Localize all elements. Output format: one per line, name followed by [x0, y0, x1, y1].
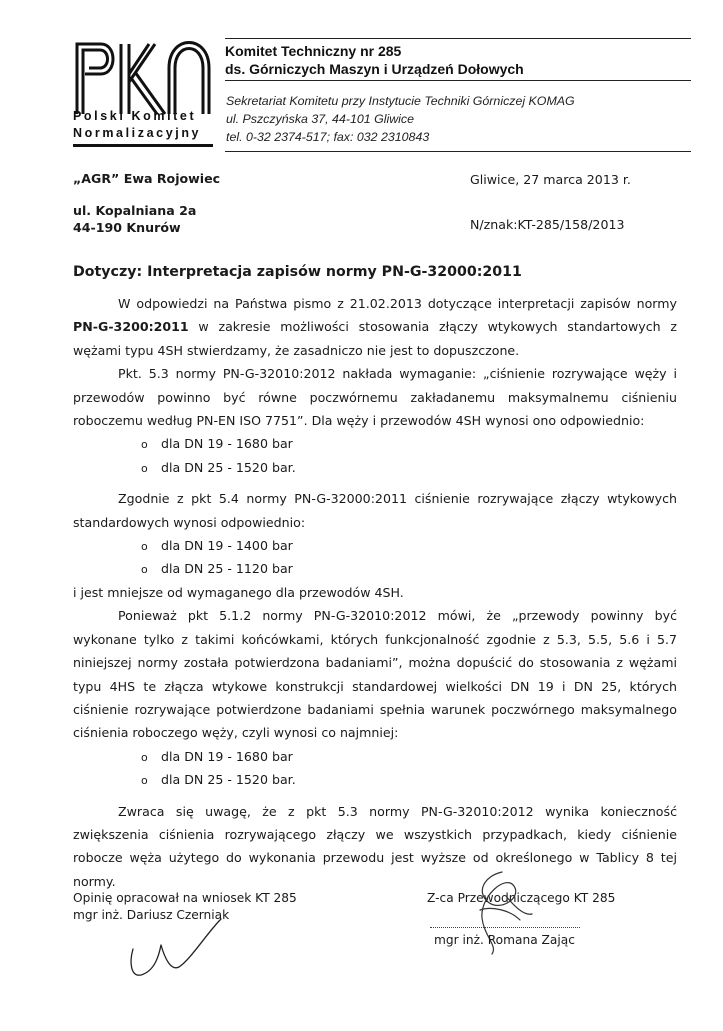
committee-line-1: Komitet Techniczny nr 285	[225, 43, 402, 59]
secretariat-block	[226, 92, 575, 146]
signature-block-right-title: Z-ca Przewodniczącego KT 285	[427, 891, 616, 905]
logo-underline	[73, 144, 213, 147]
header-bottom-rule	[225, 151, 691, 152]
bullet-list-2	[73, 534, 677, 581]
list-item: o dla DN 25 - 1520 bar.	[141, 456, 677, 479]
place-date: Gliwice, 27 marca 2013 r.	[470, 172, 631, 187]
recipient-address	[73, 170, 220, 236]
reference-number: N/znak:KT-285/158/2013	[470, 217, 625, 232]
header-top-rule	[225, 38, 691, 39]
bullet-list-3	[73, 745, 677, 792]
logo-line-2: Normalizacyjny	[73, 126, 202, 140]
list-item: o dla DN 25 - 1120 bar	[141, 557, 677, 580]
signatory-name: mgr inż. Romana Zając	[434, 933, 575, 947]
paragraph-1	[73, 292, 677, 362]
logo-line-1: Polski Komitet	[73, 109, 197, 123]
recipient-city: 44-190 Knurów	[73, 220, 181, 235]
committee-line-2: ds. Górniczych Maszyn i Urządzeń Dołowych	[225, 61, 524, 77]
bullet-list-1	[73, 432, 677, 479]
paragraph-6: Zwraca się uwagę, że z pkt 5.3 normy PN-G-32010:2012 wynika konieczność zwiększenia ciśnienia rozrywającego złączy we wszystkich przypadkach, kiedy ciśnienie robocze węża użytego do wykonania przewodu jest wyższe od określonego w Tablicy 8 tej normy.	[73, 803, 677, 889]
paragraph-4: i jest mniejsze od wymaganego dla przewodów 4SH.	[73, 584, 404, 600]
signature-dotted-line	[430, 927, 580, 928]
letter-body	[73, 292, 677, 893]
secretariat-line-3: tel. 0-32 2374-517; fax: 032 2310843	[226, 130, 430, 144]
author-note: Opinię opracował na wniosek KT 285	[73, 891, 297, 905]
list-item: o dla DN 19 - 1680 bar	[141, 432, 677, 455]
committee-title	[225, 42, 524, 78]
author-name: mgr inż. Dariusz Czerniak	[73, 908, 230, 922]
secretariat-line-2: ul. Pszczyńska 37, 44-101 Gliwice	[226, 112, 415, 126]
paragraph-3: Zgodnie z pkt 5.4 normy PN-G-32000:2011 ciśnienie rozrywające złączy wtykowych standardowych wynosi odpowiednio:	[73, 491, 677, 530]
paragraph-1-text-b: w zakresie możliwości stosowania złączy wtykowych standartowych z wężami typu 4SH stwierdzamy, że zasadniczo nie jest to dopuszczone.	[73, 319, 677, 358]
list-item: o dla DN 19 - 1400 bar	[141, 534, 677, 557]
pkn-logo-mark	[73, 38, 213, 116]
norm-reference: PN-G-3200:2011	[73, 319, 189, 335]
recipient-street: ul. Kopalniana 2a	[73, 203, 197, 218]
header-middle-rule	[225, 80, 691, 81]
paragraph-1-text-a: W odpowiedzi na Państwa pismo z 21.02.2013 dotyczące interpretacji zapisów normy	[118, 296, 677, 311]
recipient-name: „AGR” Ewa Rojowiec	[73, 171, 221, 186]
paragraph-2: Pkt. 5.3 normy PN-G-32010:2012 nakłada wymaganie: „ciśnienie rozrywające węży i przewodów powinno być równe poczwórnemu zakładanemu maksymalnemu ciśnieniu roboczemu według PN-EN ISO 7751”. Dla węży i przewodów 4SH wynosi ono odpowiednio:	[73, 366, 677, 429]
list-item: o dla DN 25 - 1520 bar.	[141, 768, 677, 791]
list-item: o dla DN 19 - 1680 bar	[141, 745, 677, 768]
pkn-logo	[73, 38, 213, 146]
handwritten-signature-left	[125, 915, 235, 985]
subject-line: Dotyczy: Interpretacja zapisów normy PN-G-32000:2011	[73, 264, 522, 280]
secretariat-line-1: Sekretariat Komitetu przy Instytucie Techniki Górniczej KOMAG	[226, 94, 575, 108]
paragraph-5: Ponieważ pkt 5.1.2 normy PN-G-32010:2012 mówi, że „przewody powinny być wykonane tylko z takimi końcówkami, których funkcjonalność zgodnie z 5.3, 5.5, 5.6 i 5.7 niniejszej normy została potwierdzona badaniami”, można dopuścić do stosowania z wężami typu 4HS te złącza wtykowe konstrukcji standardowej wielkości DN 19 i DN 25, których ciśnienie rozrywające potwierdzone badaniami spełnia warunek poczwórnego maksymalnego ciśnienia roboczego węży, czyli wynosi co najmniej:	[73, 608, 677, 741]
